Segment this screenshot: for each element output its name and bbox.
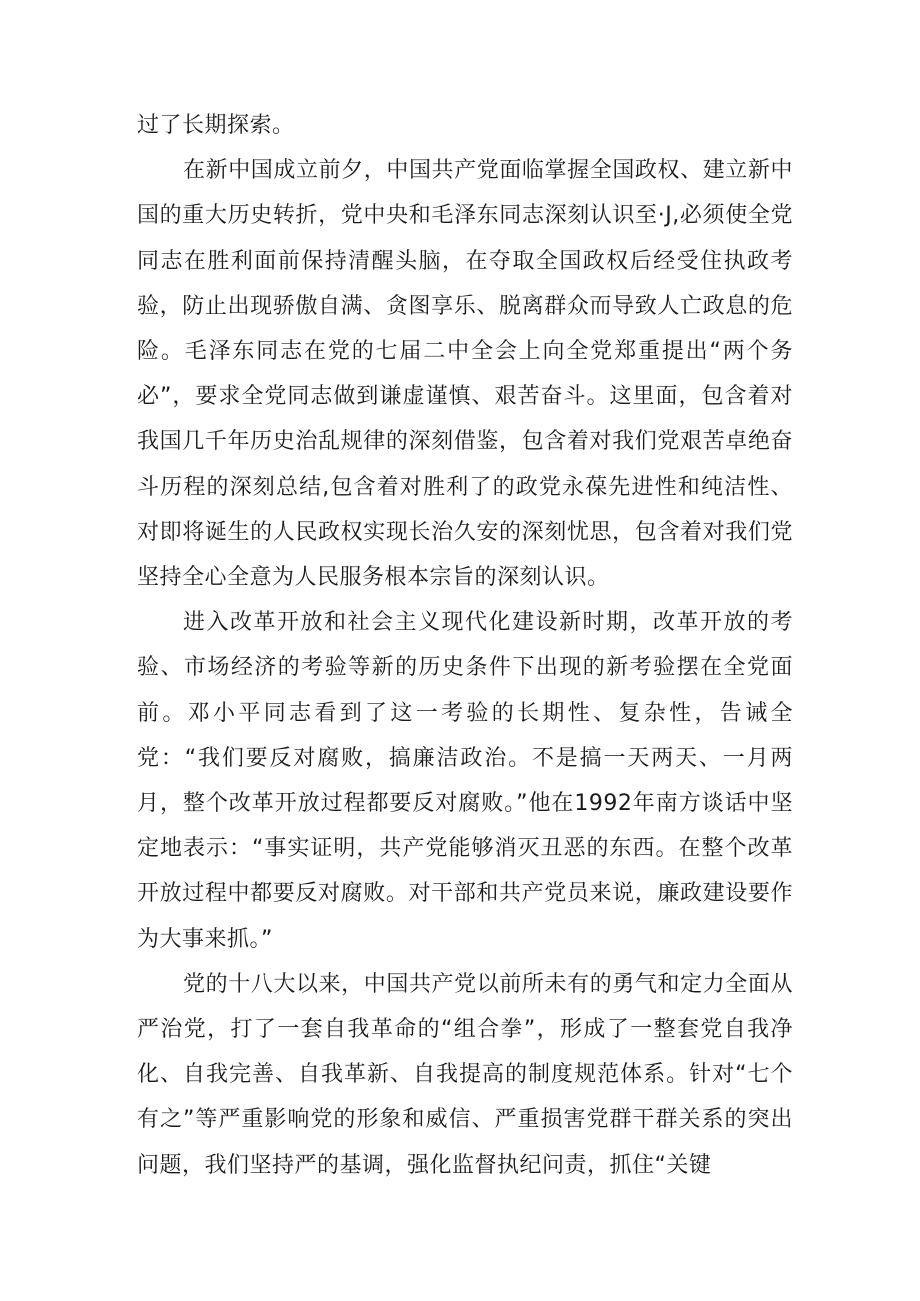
document-body [137, 103, 793, 1188]
paragraph-eve-of-new-china: 在新中国成立前夕，中国共产党面临掌握全国政权、建立新中国的重大历史转折，党中央和毛泽东同志深刻认识至·J,必须使全党同志在胜利面前保持清醒头脑，在夺取全国政权后经受住执政考验，防止出现骄傲自满、贪图享乐、脱离群众而导致人亡政息的危险。毛泽东同志在党的七届二中全会上向全党郑重提出“两个务必”，要求全党同志做到谦虚谨慎、艰苦奋斗。这里面，包含着对我国几千年历史治乱规律的深刻借鉴，包含着对我们党艰苦卓绝奋斗历程的深刻总结,包含着对胜利了的政党永葆先进性和纯洁性、对即将诞生的人民政权实现长治久安的深刻忧思，包含着对我们党坚持全心全意为人民服务根本宗旨的深刻认识。 [137, 158, 793, 591]
paragraph-reform-and-opening: 进入改革开放和社会主义现代化建设新时期，改革开放的考验、市场经济的考验等新的历史条件下出现的新考验摆在全党面前。邓小平同志看到了这一考验的长期性、复杂性，告诫全党：“我们要反对腐败，搞廉洁政治。不是搞一天两天、一月两月，整个改革开放过程都要反对腐败。”他在1992年南方谈话中坚定地表示：“事实证明，共产党能够消灭丑恶的东西。在整个改革开放过程中都要反对腐败。对干部和共产党员来说，廉政建设要作为大事来抓。” [137, 610, 793, 952]
paragraph-continuation: 过了长期探索。 [137, 113, 295, 138]
paragraph-since-18th-congress: 党的十八大以来，中国共产党以前所未有的勇气和定力全面从严治党，打了一套自我革命的“组合拳”，形成了一整套党自我净化、自我完善、自我革新、自我提高的制度规范体系。针对“七个有之”等严重影响党的形象和威信、严重损害党群干群关系的突出问题，我们坚持严的基调，强化监督执纪问责，抓住“关键 [137, 971, 793, 1178]
